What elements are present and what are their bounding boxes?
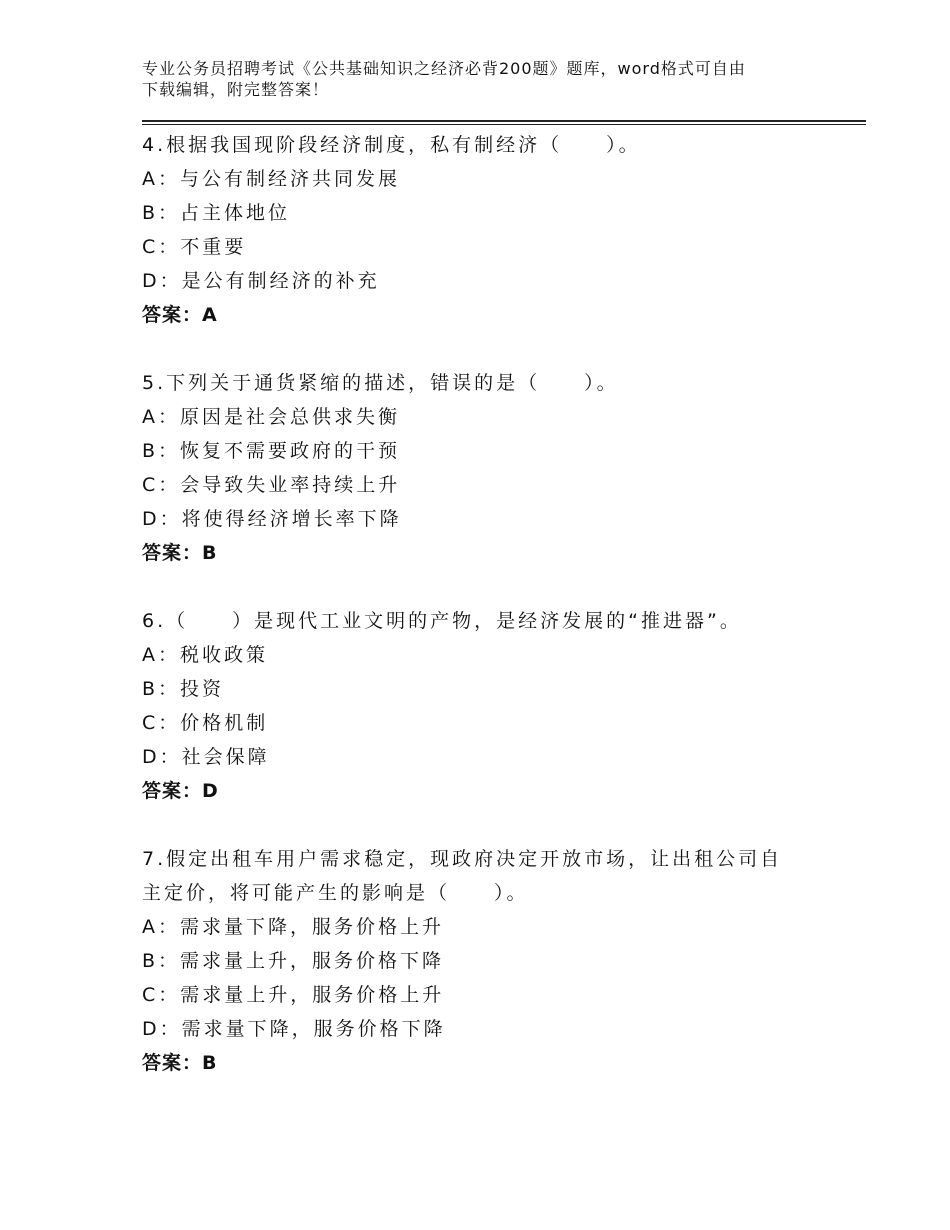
option-b: B：占主体地位 <box>142 202 291 224</box>
option-b: B：需求量上升，服务价格下降 <box>142 950 445 972</box>
option-d: D：社会保障 <box>142 746 270 768</box>
option-d: D：是公有制经济的补充 <box>142 270 380 292</box>
question-5 <box>142 366 862 570</box>
question-6 <box>142 604 862 808</box>
question-7 <box>142 842 862 1080</box>
option-b: B：恢复不需要政府的干预 <box>142 440 401 462</box>
header-line-2: 下载编辑，附完整答案！ <box>142 80 330 99</box>
document-header <box>142 58 842 100</box>
answer-label: 答案：A <box>142 304 218 326</box>
option-a: A：与公有制经济共同发展 <box>142 168 400 190</box>
header-divider-thick <box>142 120 866 122</box>
question-stem: 6.（ ）是现代工业文明的产物，是经济发展的“推进器”。 <box>142 610 742 632</box>
option-a: A：原因是社会总供求失衡 <box>142 406 400 428</box>
option-a: A：需求量下降，服务价格上升 <box>142 916 444 938</box>
option-b: B：投资 <box>142 678 225 700</box>
question-4 <box>142 128 862 332</box>
header-divider-thin <box>142 124 866 125</box>
header-line-1: 专业公务员招聘考试《公共基础知识之经济必背200题》题库，word格式可自由 <box>142 59 746 78</box>
option-c: C：会导致失业率持续上升 <box>142 474 401 496</box>
answer-label: 答案：D <box>142 780 219 802</box>
question-stem: 4.根据我国现阶段经济制度，私有制经济（ ）。 <box>142 134 641 156</box>
option-d: D：需求量下降，服务价格下降 <box>142 1018 446 1040</box>
answer-label: 答案：B <box>142 542 218 564</box>
answer-label: 答案：B <box>142 1052 218 1074</box>
option-c: C：价格机制 <box>142 712 269 734</box>
option-c: C：不重要 <box>142 236 247 258</box>
option-c: C：需求量上升，服务价格上升 <box>142 984 445 1006</box>
question-list <box>142 128 862 1114</box>
question-stem: 5.下列关于通货紧缩的描述，错误的是（ ）。 <box>142 372 619 394</box>
question-stem: 7.假定出租车用户需求稳定，现政府决定开放市场，让出租公司自主定价，将可能产生的影响是（ ）。 <box>142 848 783 904</box>
option-d: D：将使得经济增长率下降 <box>142 508 402 530</box>
option-a: A：税收政策 <box>142 644 268 666</box>
